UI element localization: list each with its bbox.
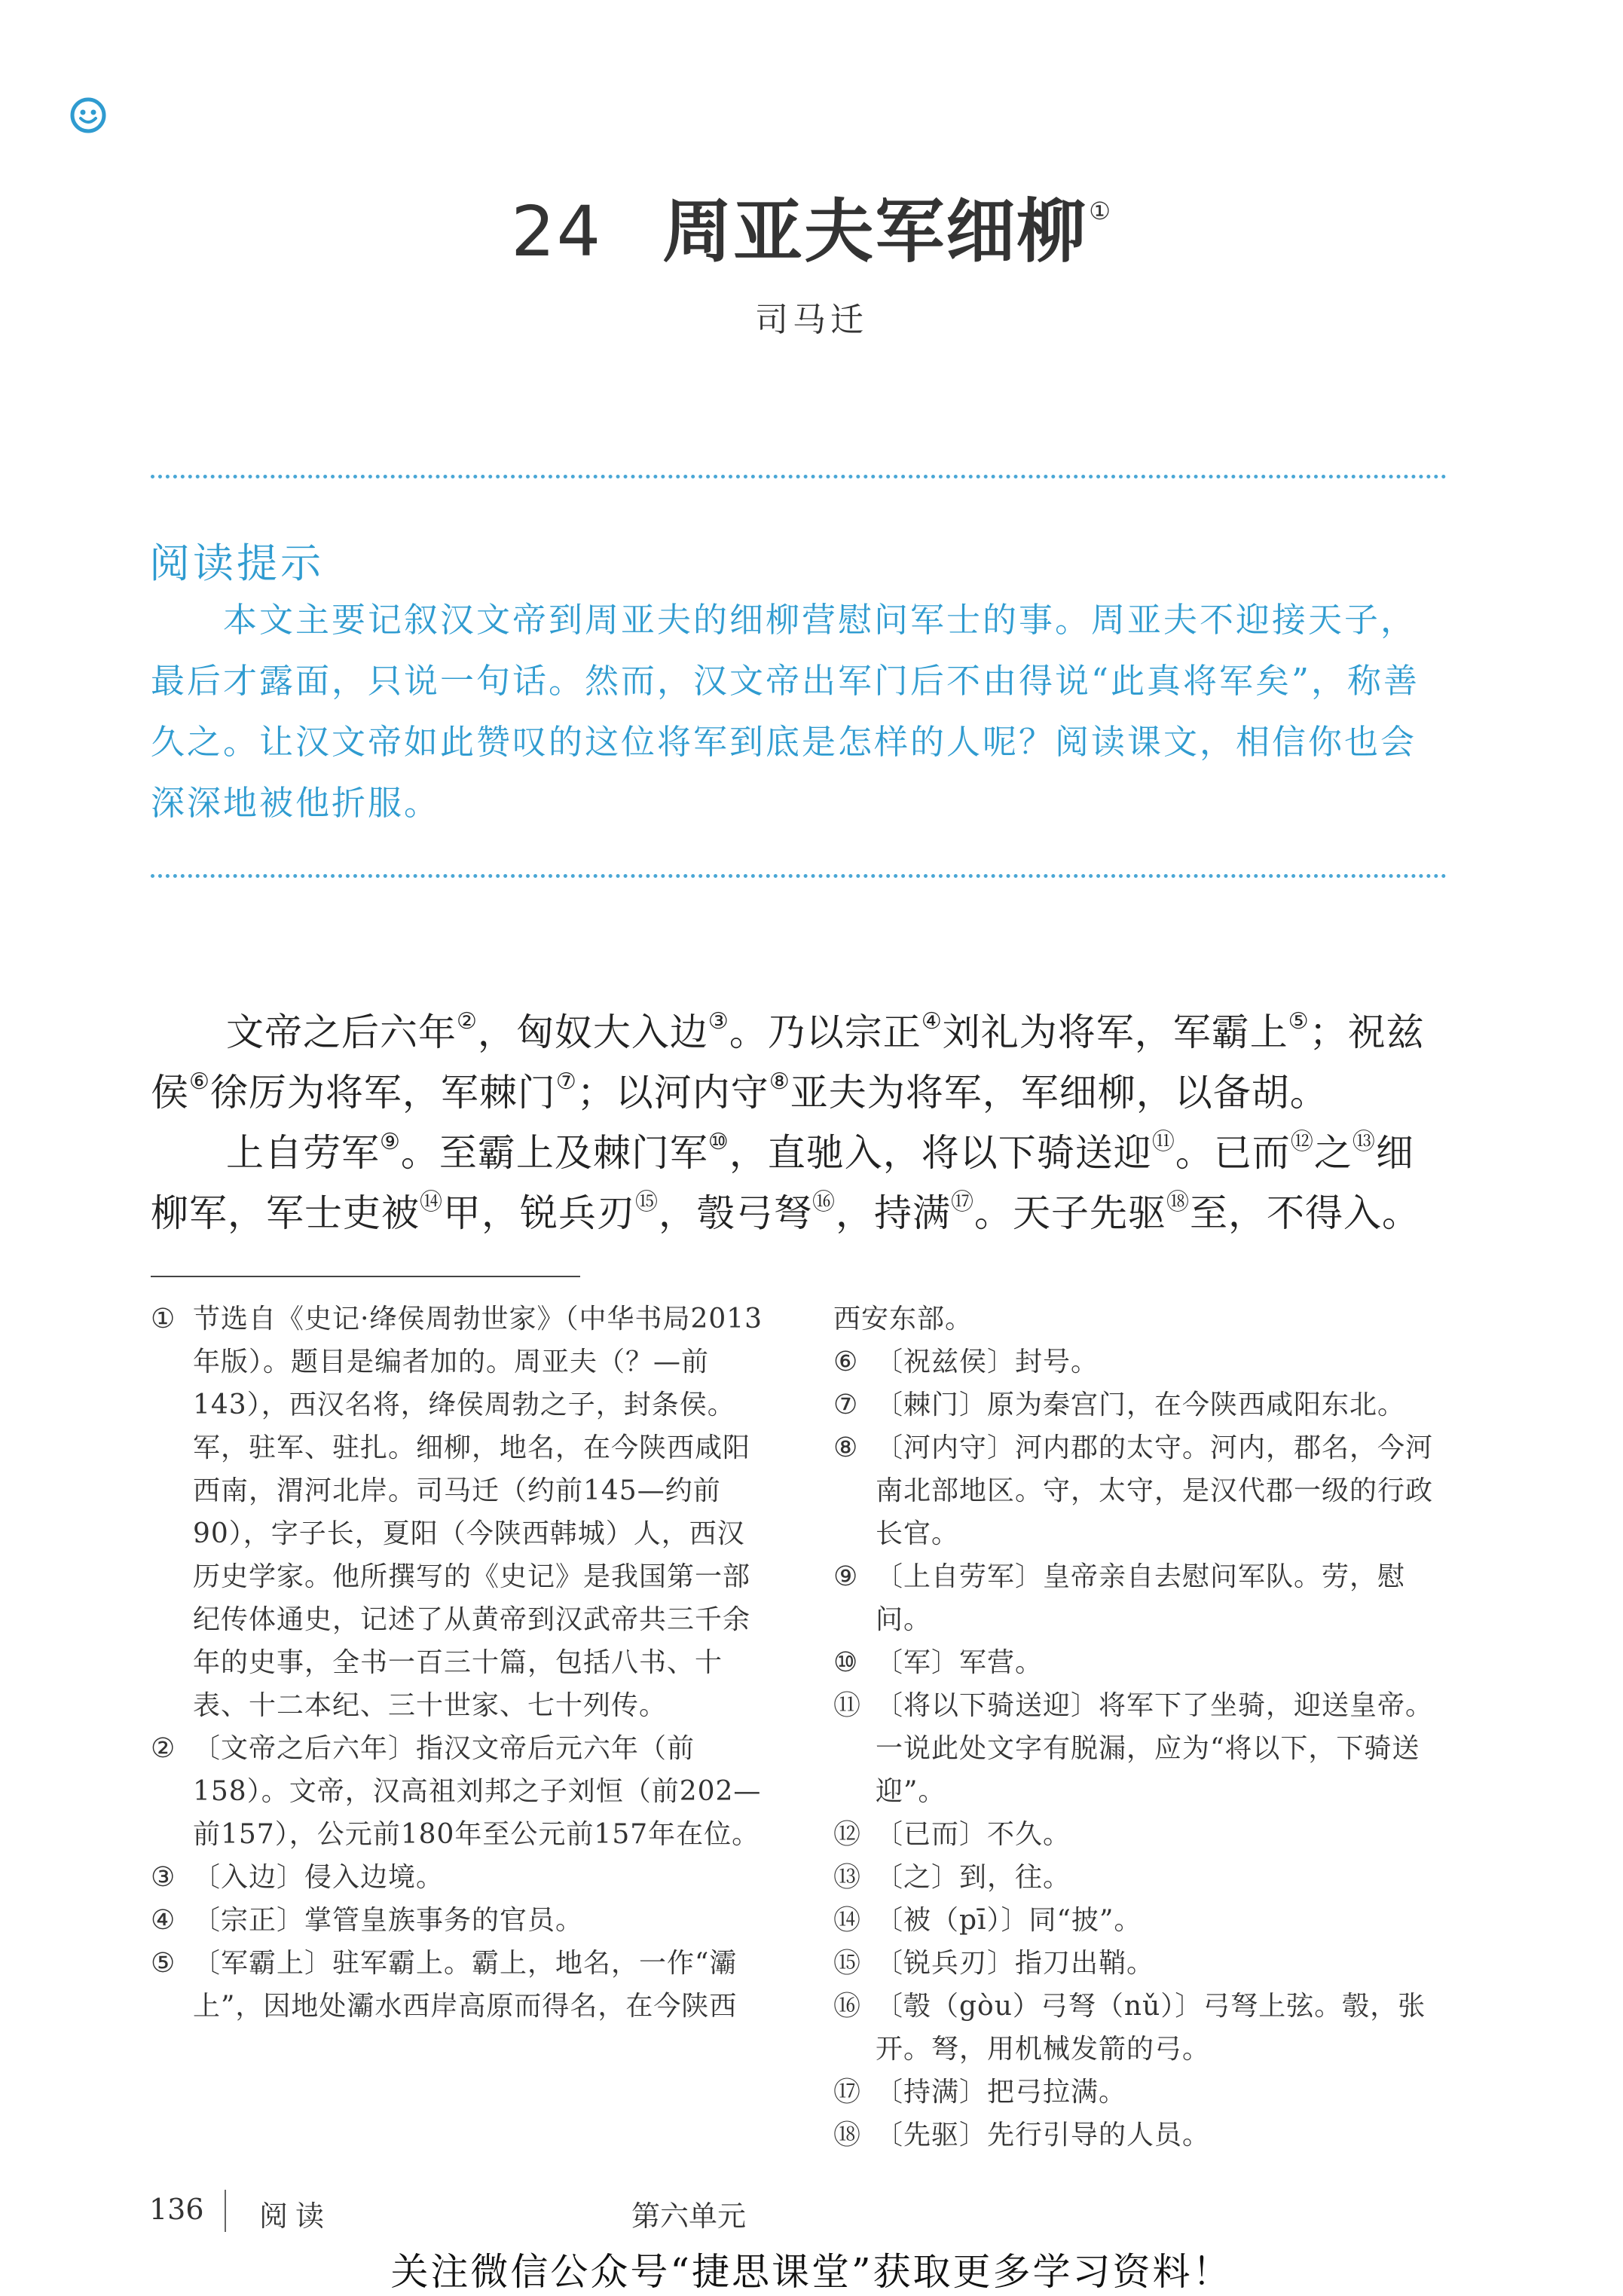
lesson-title-block — [0, 166, 1623, 277]
footnote: ⑧ 〔河内守〕河内郡的太守。河内，郡名，今河南北部地区。守，太守，是汉代郡一级的行政长官。 — [833, 1432, 1434, 1549]
footnote: ⑦ 〔棘门〕原为秦宫门，在今陕西咸阳东北。 — [833, 1390, 1406, 1420]
divider-top — [151, 475, 1447, 478]
footnote: ④ 〔宗正〕掌管皇族事务的官员。 — [151, 1905, 584, 1936]
reading-tip-body: 本文主要记叙汉文帝到周亚夫的细柳营慰问军士的事。周亚夫不迎接天子，最后才露面，只说一句话。然而，汉文帝出军门后不由得说“此真将军矣”，称善久之。让汉文帝如此赞叹的这位将军到底是怎样的人呢？阅读课文，相信你也会深深地被他折服。 — [151, 600, 1420, 823]
main-paragraph-1: 文帝之后六年②，匈奴大入边③。乃以宗正④刘礼为将军，军霸上⑤；祝兹侯⑥徐厉为将军，军棘门⑦；以河内守⑧亚夫为将军，军细柳，以备胡。 — [151, 1008, 1425, 1114]
footnote: ① 节选自《史记·绛侯周勃世家》（中华书局2013年版）。题目是编者加的。周亚夫（？—前143），西汉名将，绛侯周勃之子，封条侯。军，驻军、驻扎。细柳，地名，在今陕西咸阳西南，渭河北岸。司马迁（约前145—约前90），字子长，夏阳（今陕西韩城）人，西汉历史学家。他所撰写的《史记》是我国第一部纪传体通史，记述了从黄帝到汉武帝共三千余年的史事，全书一百三十篇，包括八书、十表、十二本纪、三十世家、七十列传。 — [151, 1304, 763, 1721]
footnote: ⑰ 〔持满〕把弓拉满。 — [833, 2077, 1127, 2108]
footnote: ⑤ 〔军霸上〕驻军霸上。霸上，地名，一作“灞上”，因地处灞水西岸高原而得名，在今陕西 — [151, 1948, 738, 2022]
footnote-rule — [151, 1276, 580, 1277]
footnote: ③ 〔入边〕侵入边境。 — [151, 1862, 445, 1893]
author: 司马迁 — [755, 301, 868, 339]
smiley-icon — [69, 96, 107, 134]
footnote: ⑥ 〔祝兹侯〕封号。 — [833, 1347, 1099, 1377]
reading-tip-heading: 阅读提示 — [149, 540, 324, 587]
footnote: ⑯ 〔彀（gòu）弓弩（nǔ）〕弓弩上弦。彀，张开。弩，用机械发箭的弓。 — [833, 1991, 1426, 2065]
footnotes-right — [833, 1298, 1448, 2157]
footnote: ⑫ 〔已而〕不久。 — [833, 1819, 1071, 1850]
footer-unit: 第六单元 — [631, 2200, 747, 2233]
divider-bottom — [151, 874, 1447, 878]
footnote: ⑩ 〔军〕军营。 — [833, 1647, 1044, 1678]
footnotes-left — [151, 1298, 766, 2028]
lesson-title: 周亚夫军细柳 — [662, 191, 1088, 272]
lesson-title-note-mark: ① — [1089, 197, 1112, 225]
footer-section: 阅读 — [259, 2200, 332, 2233]
main-text — [151, 1002, 1447, 1243]
promo-banner: 关注微信公众号“捷思课堂”获取更多学习资料！ — [390, 2250, 1233, 2294]
footnote: ⑪ 〔将以下骑送迎〕将军下了坐骑，迎送皇帝。一说此处文字有脱漏，应为“将以下，下骑送迎”。 — [833, 1690, 1434, 1807]
footnote: ⑨ 〔上自劳军〕皇帝亲自去慰问军队。劳，慰问。 — [833, 1561, 1406, 1635]
main-paragraph-2: 上自劳军⑨。至霸上及棘门军⑩，直驰入，将以下骑送迎⑪。已而⑫之⑬细柳军，军士吏被⑭甲，锐兵刃⑮，彀弓弩⑯，持满⑰。天子先驱⑱至，不得入。 — [151, 1129, 1420, 1235]
footnote-continuation: 西安东部。 — [833, 1304, 973, 1334]
footnote: ⑬ 〔之〕到，往。 — [833, 1862, 1071, 1893]
footnote: ② 〔文帝之后六年〕指汉文帝后元六年（前158）。文帝，汉高祖刘邦之子刘恒（前202—前157），公元前180年至公元前157年在位。 — [151, 1733, 762, 1850]
footnote: ⑱ 〔先驱〕先行引导的人员。 — [833, 2120, 1211, 2151]
page-number: 136 — [149, 2193, 204, 2226]
lesson-number: 24 — [511, 191, 603, 272]
footer-separator — [225, 2190, 226, 2232]
footnote: ⑭ 〔被（pī）〕同“披”。 — [833, 1905, 1142, 1936]
footnote: ⑮ 〔锐兵刃〕指刀出鞘。 — [833, 1948, 1155, 1979]
